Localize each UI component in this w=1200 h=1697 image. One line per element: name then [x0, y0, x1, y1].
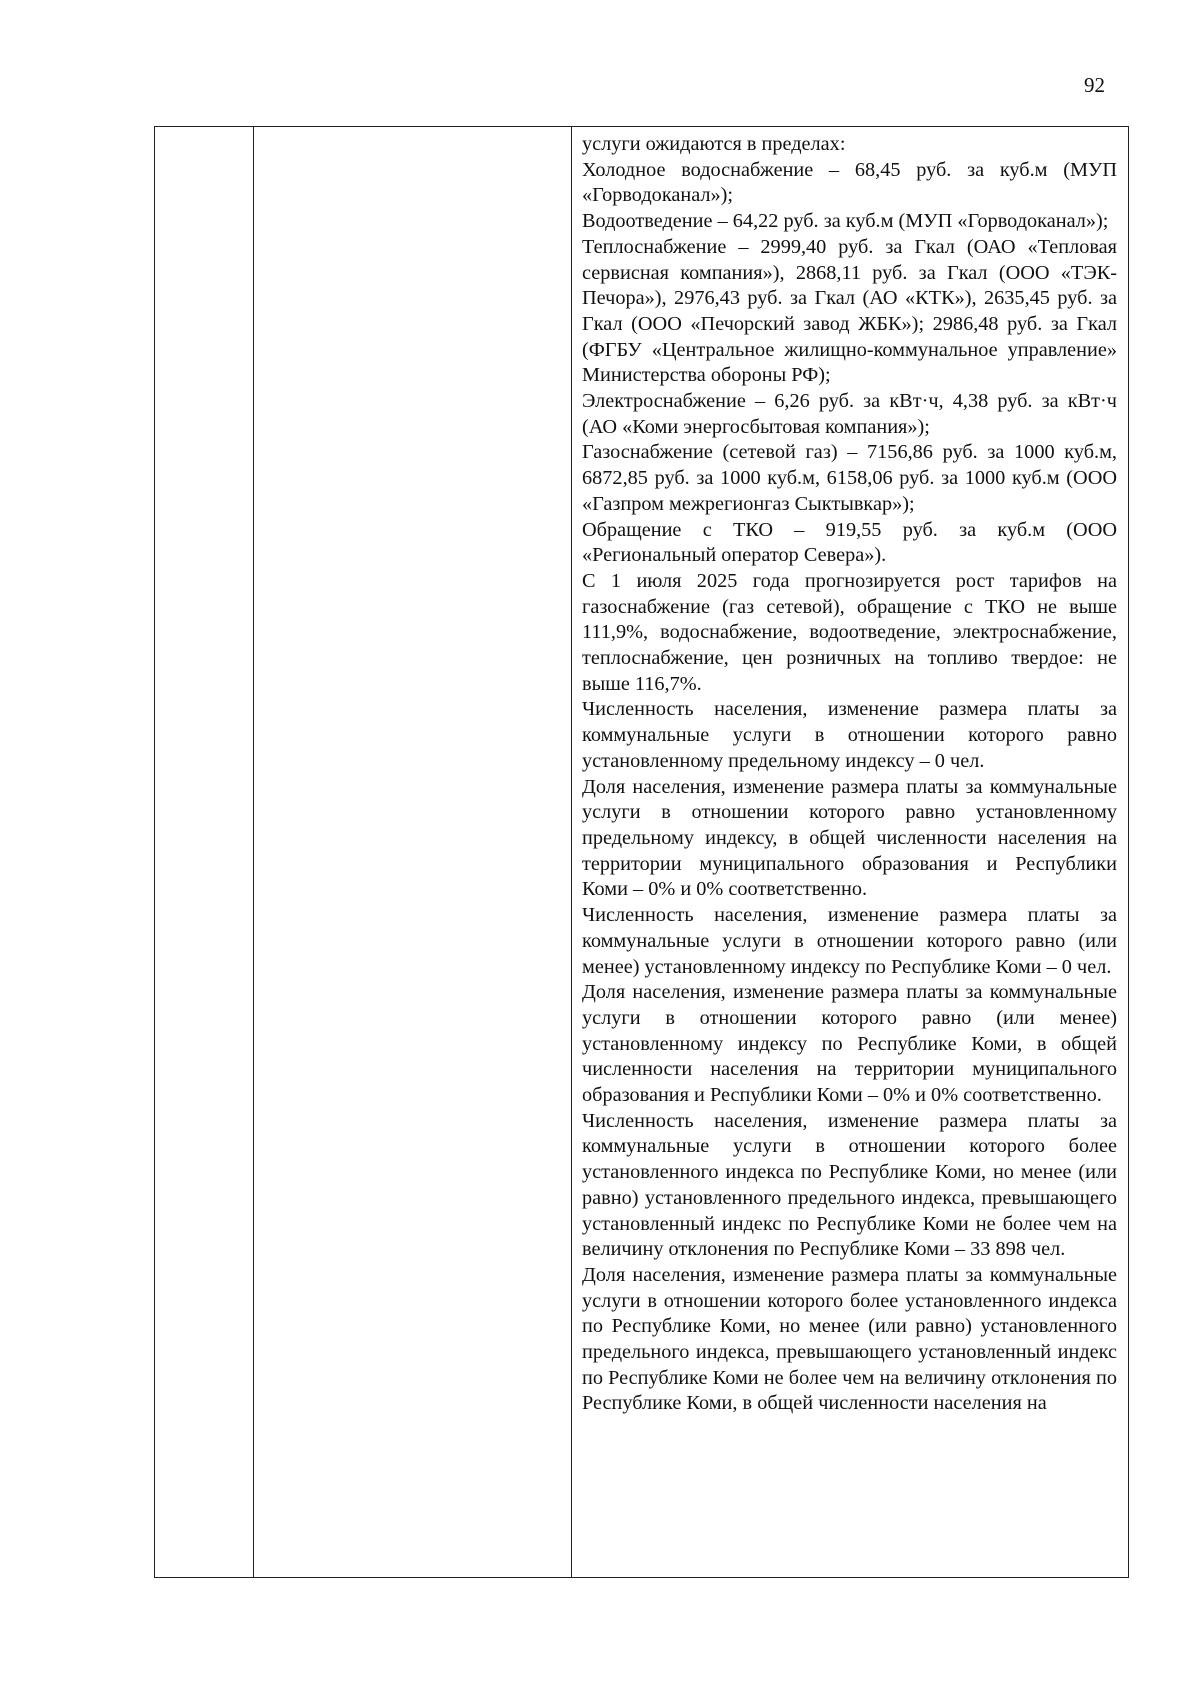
paragraph-gas: Газоснабжение (сетевой газ) – 7156,86 руб. за 1000 куб.м, 6872,85 руб. за 1000 куб.м, 6158,06 руб. за 1000 куб.м (ООО «Газпром межрегионгаз Сыктывкар»);: [582, 441, 1117, 515]
paragraph-population-limit-index: Численность населения, изменение размера платы за коммунальные услуги в отношении которого равно установленному предельному индексу – 0 чел.: [582, 698, 1117, 772]
paragraph-share-above-index: Доля населения, изменение размера платы за коммунальные услуги в отношении которого более установленного индекса по Республике Коми, но менее (или равно) установленного предельного индекса, превышающего установленный индекс по Республике Коми не более чем на величину отклонения по Республике Коми, в общей численности населения на: [582, 1263, 1117, 1415]
paragraph-heating: Теплоснабжение – 2999,40 руб. за Гкал (ОАО «Тепловая сервисная компания»), 2868,11 руб. за Гкал (ООО «ТЭК-Печора»), 2976,43 руб. за Гкал (АО «КТК»), 2635,45 руб. за Гкал (ООО «Печорский завод ЖБК»); 2986,48 руб. за Гкал (ФГБУ «Центральное жилищно-коммунальное управление» Министерства обороны РФ);: [582, 235, 1117, 387]
column-divider-1: [253, 127, 254, 1577]
table-cell-description: [582, 132, 1117, 1417]
page-number: 92: [1084, 73, 1105, 97]
paragraph-waste: Обращение с ТКО – 919,55 руб. за куб.м (ООО «Региональный оператор Севера»).: [582, 518, 1117, 567]
paragraph-population-republic-index: Численность населения, изменение размера платы за коммунальные услуги в отношении которого равно (или менее) установленному индексу по Республике Коми – 0 чел.: [582, 904, 1117, 978]
column-divider-2: [571, 127, 572, 1577]
paragraph-drainage: Водоотведение – 64,22 руб. за куб.м (МУП «Горводоканал»);: [582, 210, 1109, 233]
document-table: [154, 126, 1129, 1578]
paragraph-electricity: Электроснабжение – 6,26 руб. за кВт·ч, 4,38 руб. за кВт·ч (АО «Коми энергосбытовая компания»);: [582, 390, 1117, 438]
paragraph-cold-water: Холодное водоснабжение – 68,45 руб. за куб.м (МУП «Горводоканал»);: [582, 158, 1117, 207]
paragraph-share-republic-index: Доля населения, изменение размера платы за коммунальные услуги в отношении которого равно (или менее) установленному индексу по Республике Коми, в общей численности населения на территории муниципального образования и Республики Коми – 0% и 0% соответственно.: [582, 981, 1117, 1107]
paragraph-population-above-index: Численность населения, изменение размера платы за коммунальные услуги в отношении которого более установленного индекса по Республике Коми, но менее (или равно) установленного предельного индекса, превышающего установленный индекс по Республике Коми не более чем на величину отклонения по Республике Коми – 33 898 чел.: [582, 1109, 1117, 1261]
paragraph-share-limit-index: Доля населения, изменение размера платы за коммунальные услуги в отношении которого равно установленному предельному индексу, в общей численности населения на территории муниципального образования и Республики Коми – 0% и 0% соответственно.: [582, 775, 1117, 901]
paragraph-services-intro: услуги ожидаются в пределах:: [582, 133, 846, 155]
paragraph-tariff-growth: С 1 июля 2025 года прогнозируется рост тарифов на газоснабжение (газ сетевой), обращение с ТКО не выше 111,9%, водоснабжение, водоотведение, электроснабжение, теплоснабжение, цен розничных на топливо твердое: не выше 116,7%.: [582, 569, 1117, 695]
